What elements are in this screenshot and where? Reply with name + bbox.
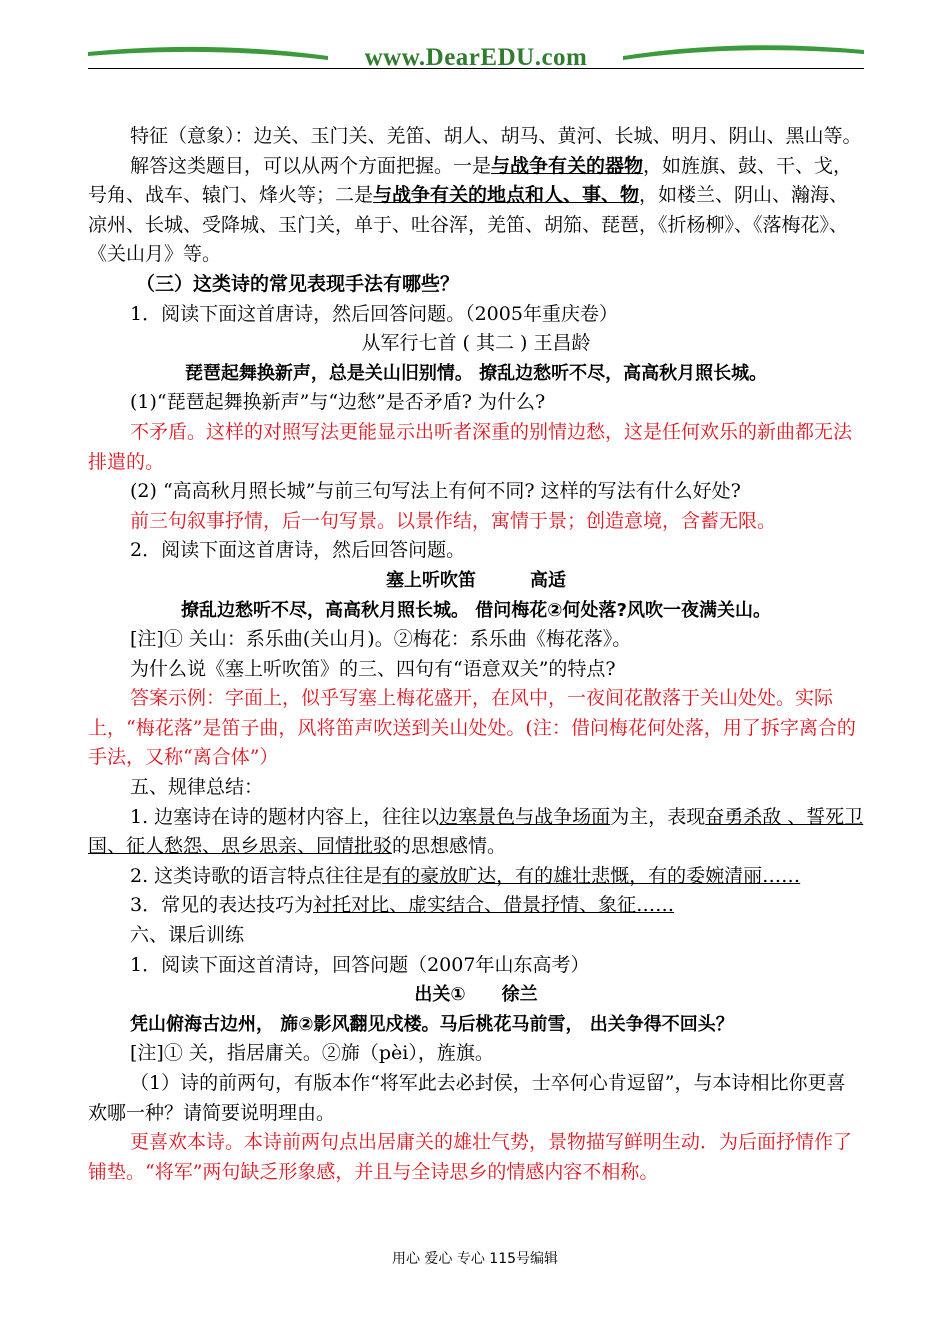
paragraph-features: 特征（意象）：边关、玉门关、羌笛、胡人、胡马、黄河、长城、明月、阴山、黑山等。 [130,125,862,147]
answer-2: 答案示例：字面上，似乎写塞上梅花盛开，在风中，一夜间花散落于关山处处。实际上，“梅花落”是笛子曲，风将笛声吹送到关山处处。(注：借问梅花何处落，用了拆字离合的手法，又称“离合体”） [88,687,856,769]
text-run-underlined: 衬托对比、虚实结合、借景抒情、象征…… [313,894,675,917]
poem-3-title: 出关① 徐兰 [414,984,538,1006]
text-run: 的思想感情。 [392,835,507,858]
poem-2-note: [注]① 关山：系乐曲(关山月)。②梅花：系乐曲《梅花落》。 [130,628,632,651]
question-3-1: （1）诗的前两句，有版本作“将军此去必封侯，士卒何心肯逗留”，与本诗相比你更喜欢哪一种？请简要说明理由。 [88,1072,846,1124]
poem-1-title: 从军行七首 ( 其二 ) 王昌龄 [361,332,591,355]
poem-3-note: [注]① 关，指居庸关。②旆（pèi），旌旗。 [130,1042,494,1065]
text-run: ，如旌旗、鼓、干、戈，号角、战车、辕门、烽火等；二是 [88,154,853,207]
section-heading-6: 六、课后训练 [130,924,245,947]
text-run: 为主，表现 [610,805,706,828]
poem-2-text: 撩乱边愁听不尽，高高秋月照长城。 借问梅花②何处落?风吹一夜满关山。 [181,599,771,621]
rule-2 [88,862,864,892]
site-logo[interactable]: www.DearEDU.com [364,44,588,71]
question-2-1: 为什么说《塞上听吹笛》的三、四句有“语意双关”的特点? [130,657,616,680]
answer-3: 更喜欢本诗。本诗前两句点出居庸关的雄壮气势，景物描写鲜明生动．为后面抒情作了铺垫。“将军”两句缺乏形象感，并且与全诗思乡的情感内容不相称。 [88,1131,853,1183]
answer-1-2: 前三句叙事抒情，后一句写景。以景作结，寓情于景；创造意境，含蓄无限。 [130,509,777,532]
answer-1-1: 不矛盾。这样的对照写法更能显示出听者深重的别情边愁，这是任何欢乐的新曲都无法排遣的。 [88,420,853,473]
poem-3-text: 凭山俯海古边州， 旆②影风翻见戍楼。马后桃花马前雪， 出关争得不回头？ [130,1013,734,1035]
text-run-underlined: 边塞景色与战争场面 [439,805,611,828]
section-heading-5: 五、规律总结： [130,776,264,799]
document-body [88,122,864,1187]
poem-2-title: 塞上听吹笛 高适 [386,569,566,591]
poem-1-text: 琵琶起舞换新声，总是关山旧别情。 撩乱边愁听不尽，高高秋月照长城。 [184,362,768,384]
text-run-underlined: 与战争有关的地点和人、事、物 [373,184,640,207]
text-run-underlined: 有的豪放旷达，有的雄壮悲慨，有的委婉清丽…… [382,864,801,887]
question-2: 2．阅读下面这首唐诗，然后回答问题。 [130,539,466,562]
text-run: 1. 边塞诗在诗的题材内容上，往往以 [130,805,440,828]
text-run: 3．常见的表达技巧为 [130,894,314,917]
question-1: 1．阅读下面这首唐诗，然后回答问题。（2005年重庆卷） [130,302,618,325]
question-3: 1．阅读下面这首清诗，回答问题（2007年山东高考） [130,953,590,976]
section-heading-3: （三）这类诗的常见表现手法有哪些？ [136,272,460,295]
text-run-underlined: 奋勇杀敌 、誓死卫国、征人愁怨、思乡思亲、同情批驳 [88,805,864,858]
text-run: 2. 这类诗歌的语言特点往往是 [130,864,383,887]
header-rule [88,68,864,69]
question-1-1: (1)“琵琶起舞换新声”与“边愁”是否矛盾? 为什么? [130,391,546,414]
question-1-2: (2) “高高秋月照长城”与前三句写法上有何不同? 这样的写法有什么好处? [130,480,741,503]
paragraph-answer-method [88,152,864,270]
page-footer: 用心 爱心 专心 115号编辑 [391,1251,559,1267]
rule-3 [88,891,864,921]
text-run: ，如楼兰、阴山、瀚海、凉州、长城、受降城、玉门关，单于、吐谷浑，羌笛、胡笳、琵琶，《折杨柳》、《落梅花》、《关山月》等。 [88,184,849,266]
text-run-underlined: 与战争有关的器物 [491,154,644,177]
rule-1 [88,803,864,862]
text-run: 解答这类题目，可以从两个方面把握。一是 [130,154,492,177]
